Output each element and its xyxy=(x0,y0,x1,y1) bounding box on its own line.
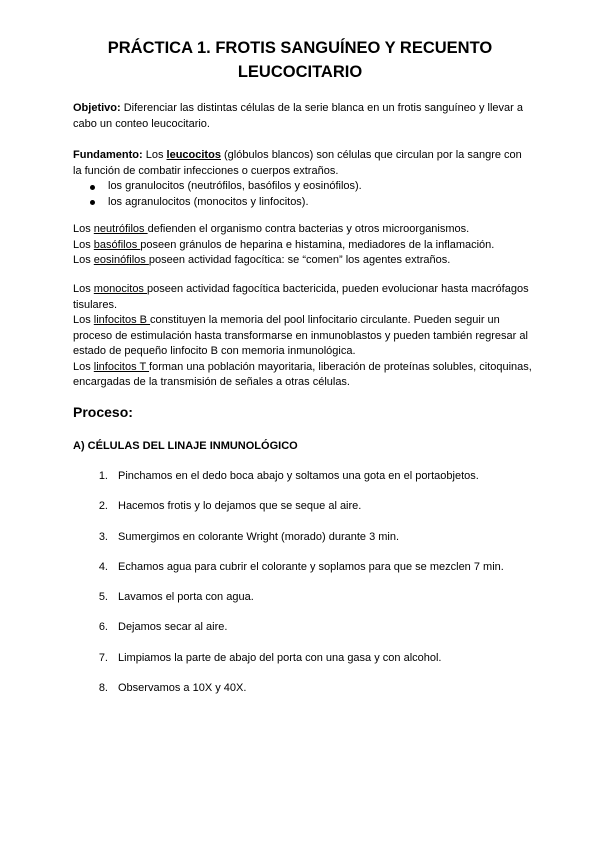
step-number: 5. xyxy=(98,591,108,604)
agranulocytes-paragraph xyxy=(73,282,533,391)
basofilos-line: Los basófilos poseen gránulos de heparina e histamina, mediadores de la inflamación. xyxy=(73,238,495,251)
eosinofilos-line: Los eosinófilos poseen actividad fagocítica: se “comen” los agentes extraños. xyxy=(73,254,451,266)
title-line-1: PRÁCTICA 1. FROTIS SANGUÍNEO Y RECUENTO xyxy=(107,39,493,57)
step-text: Limpiamos la parte de abajo del porta con una gasa y con alcohol. xyxy=(118,651,442,664)
list-item xyxy=(73,620,533,650)
step-number: 2. xyxy=(98,500,108,513)
fundamento-pre: Los xyxy=(142,149,167,161)
list-item xyxy=(73,651,533,681)
monocitos-term: monocitos xyxy=(93,283,147,295)
linfocitos-t-term: linfocitos T xyxy=(93,360,150,373)
list-item: los agranulocitos (monocitos y linfocitos). xyxy=(73,195,533,211)
title-line-2: LEUCOCITARIO xyxy=(237,63,363,81)
step-number: 4. xyxy=(98,560,108,573)
step-text: Lavamos el porta con agua. xyxy=(118,591,254,604)
step-number: 8. xyxy=(98,682,108,695)
linfocitos-t-line: Los linfocitos T forman una población mayoritaria, liberación de proteínas solubles, citoquinas, encargadas de la transmisión de señales a otras células. xyxy=(73,360,532,388)
step-number: 1. xyxy=(98,470,108,482)
list-item: los granulocitos (neutrófilos, basófilos y eosinófilos). xyxy=(73,179,533,195)
leucocyte-types-list xyxy=(73,179,533,210)
leucocitos-term: leucocitos xyxy=(166,149,221,161)
objetivo-text: Diferenciar las distintas células de la serie blanca en un frotis sanguíneo y llevar a cabo un conteo leucocitario. xyxy=(73,102,523,130)
step-text: Pinchamos en el dedo boca abajo y soltamos una gota en el portaobjetos. xyxy=(118,470,479,482)
step-text: Sumergimos en colorante Wright (morado) durante 3 min. xyxy=(118,530,400,543)
step-number: 3. xyxy=(98,530,108,543)
neutrofilos-term: neutrófilos xyxy=(93,223,148,235)
step-text: Echamos agua para cubrir el colorante y soplamos para que se mezclen 7 min. xyxy=(118,560,504,573)
linfocitos-b-line: Los linfocitos B constituyen la memoria del pool linfocitario circulante. Pueden seguir un proceso de estimulación hasta transformarse en inmunoblastos y pueden también regresar al estado de pequeño linfocito B con memoria inmunológica. xyxy=(73,314,528,357)
linfocitos-b-term: linfocitos B xyxy=(93,314,151,326)
list-item xyxy=(73,499,533,529)
page-title xyxy=(60,36,540,84)
granulocytes-paragraph xyxy=(73,222,533,269)
step-number: 7. xyxy=(98,651,108,664)
fundamento-section xyxy=(73,148,533,210)
list-item xyxy=(73,590,533,620)
step-text: Dejamos secar al aire. xyxy=(118,621,228,634)
step-text: Hacemos frotis y lo dejamos que se seque al aire. xyxy=(118,500,362,513)
section-a-heading: A) CÉLULAS DEL LINAJE INMUNOLÓGICO xyxy=(73,440,298,452)
neutrofilos-line: Los neutrófilos defienden el organismo contra bacterias y otros microorganismos. xyxy=(73,223,470,235)
monocitos-line: Los monocitos poseen actividad fagocítica bactericida, pueden evolucionar hasta macrófagos tisulares. xyxy=(73,283,529,311)
eosinofilos-term: eosinófilos xyxy=(93,254,149,266)
list-item xyxy=(73,560,533,590)
objetivo-label: Objetivo: xyxy=(73,102,121,114)
step-text: Observamos a 10X y 40X. xyxy=(118,682,247,695)
fundamento-post: (glóbulos blancos) son células que circulan por la sangre con la función de combatir infecciones o cuerpos extraños. xyxy=(73,149,522,177)
list-item xyxy=(73,530,533,560)
proceso-heading: Proceso: xyxy=(73,404,133,420)
basofilos-term: basófilos xyxy=(93,238,141,251)
fundamento-label: Fundamento: xyxy=(73,149,143,161)
step-number: 6. xyxy=(98,621,108,634)
list-item xyxy=(73,469,533,499)
list-item xyxy=(73,681,533,711)
objetivo-paragraph xyxy=(73,101,533,132)
procedure-steps-list xyxy=(73,469,533,711)
